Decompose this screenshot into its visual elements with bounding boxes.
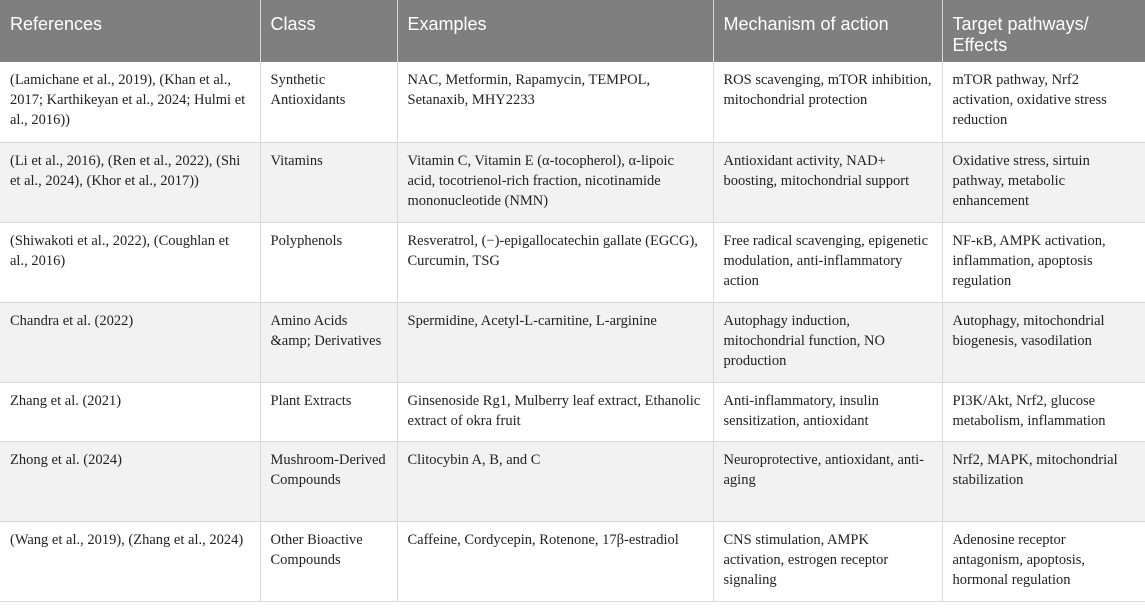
cell-references: Chandra et al. (2022) xyxy=(0,302,260,382)
cell-references: (Shiwakoti et al., 2022), (Coughlan et al., 2016) xyxy=(0,222,260,302)
cell-references: (Lamichane et al., 2019), (Khan et al., 2017; Karthikeyan et al., 2024; Hulmi et al., 2016)) xyxy=(0,62,260,142)
header-examples: Examples xyxy=(397,0,713,62)
cell-class: Mushroom-Derived Compounds xyxy=(260,441,397,521)
cell-references: Zhong et al. (2024) xyxy=(0,441,260,521)
cell-class: Polyphenols xyxy=(260,222,397,302)
cell-examples: Clitocybin A, B, and C xyxy=(397,441,713,521)
table-row xyxy=(0,441,1145,521)
cell-mechanism: CNS stimulation, AMPK activation, estrogen receptor signaling xyxy=(713,521,942,601)
table-row xyxy=(0,382,1145,441)
cell-examples: Caffeine, Cordycepin, Rotenone, 17β-estradiol xyxy=(397,521,713,601)
cell-mechanism: Free radical scavenging, epigenetic modulation, anti-inflammatory action xyxy=(713,222,942,302)
cell-targets: Autophagy, mitochondrial biogenesis, vasodilation xyxy=(942,302,1145,382)
cell-mechanism: Autophagy induction, mitochondrial function, NO production xyxy=(713,302,942,382)
cell-references: (Li et al., 2016), (Ren et al., 2022), (Shi et al., 2024), (Khor et al., 2017)) xyxy=(0,142,260,222)
table-row xyxy=(0,62,1145,142)
cell-mechanism: Neuroprotective, antioxidant, anti-aging xyxy=(713,441,942,521)
cell-class: Other Bioactive Compounds xyxy=(260,521,397,601)
cell-mechanism: ROS scavenging, mTOR inhibition, mitochondrial protection xyxy=(713,62,942,142)
header-mechanism: Mechanism of action xyxy=(713,0,942,62)
cell-targets: mTOR pathway, Nrf2 activation, oxidative stress reduction xyxy=(942,62,1145,142)
cell-class: Amino Acids &amp; Derivatives xyxy=(260,302,397,382)
table-header-row xyxy=(0,0,1145,62)
cell-references: Zhang et al. (2021) xyxy=(0,382,260,441)
table-row xyxy=(0,521,1145,601)
cell-targets: Adenosine receptor antagonism, apoptosis, hormonal regulation xyxy=(942,521,1145,601)
cell-examples: Ginsenoside Rg1, Mulberry leaf extract, Ethanolic extract of okra fruit xyxy=(397,382,713,441)
cell-examples: Resveratrol, (−)-epigallocatechin gallate (EGCG), Curcumin, TSG xyxy=(397,222,713,302)
table-row xyxy=(0,222,1145,302)
header-class: Class xyxy=(260,0,397,62)
header-references: References xyxy=(0,0,260,62)
table-row xyxy=(0,142,1145,222)
cell-targets: Nrf2, MAPK, mitochondrial stabilization xyxy=(942,441,1145,521)
cell-references: (Wang et al., 2019), (Zhang et al., 2024) xyxy=(0,521,260,601)
cell-mechanism: Anti-inflammatory, insulin sensitization, antioxidant xyxy=(713,382,942,441)
cell-examples: Spermidine, Acetyl-L-carnitine, L-arginine xyxy=(397,302,713,382)
table-row xyxy=(0,302,1145,382)
cell-class: Synthetic Antioxidants xyxy=(260,62,397,142)
cell-class: Vitamins xyxy=(260,142,397,222)
cell-targets: PI3K/Akt, Nrf2, glucose metabolism, inflammation xyxy=(942,382,1145,441)
cell-examples: NAC, Metformin, Rapamycin, TEMPOL, Setanaxib, MHY2233 xyxy=(397,62,713,142)
cell-targets: Oxidative stress, sirtuin pathway, metabolic enhancement xyxy=(942,142,1145,222)
cell-examples: Vitamin C, Vitamin E (α-tocopherol), α-lipoic acid, tocotrienol-rich fraction, nicotinamide mononucleotide (NMN) xyxy=(397,142,713,222)
header-targets: Target pathways/ Effects xyxy=(942,0,1145,62)
cell-mechanism: Antioxidant activity, NAD+ boosting, mitochondrial support xyxy=(713,142,942,222)
cell-targets: NF-κB, AMPK activation, inflammation, apoptosis regulation xyxy=(942,222,1145,302)
cell-class: Plant Extracts xyxy=(260,382,397,441)
